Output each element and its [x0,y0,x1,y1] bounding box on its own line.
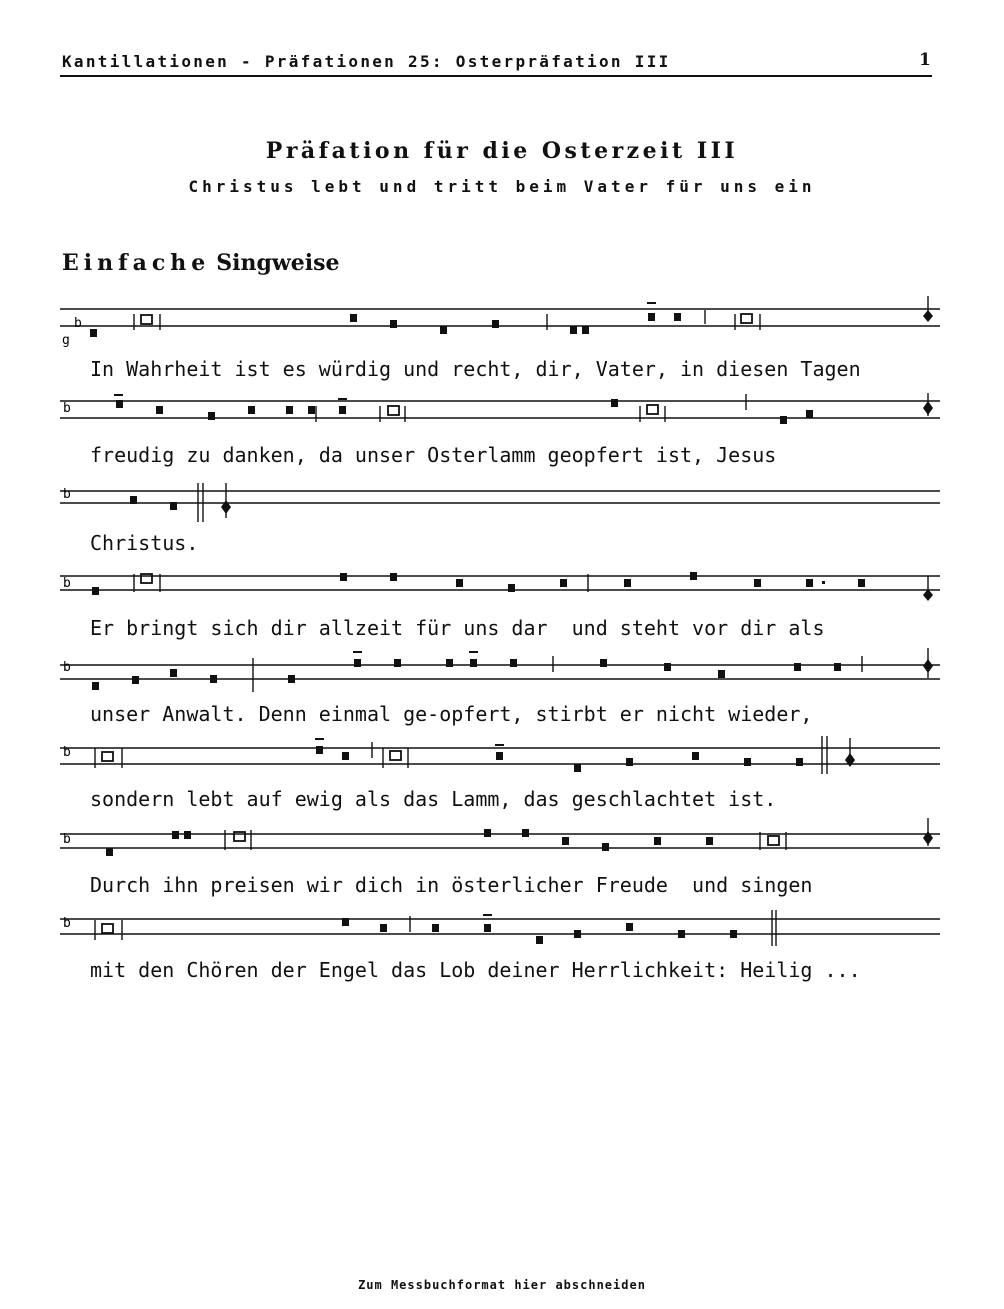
chant-staff-1 [60,296,940,348]
section-heading [62,250,340,276]
clef-flat-1: b [74,316,82,331]
lyric-line-6: sondern lebt auf ewig als das Lamm, das geschlachtet ist. [90,787,777,811]
clef-flat-3: b [63,487,71,502]
page-number: 1 [919,50,931,70]
chant-staff-3 [60,478,940,518]
clef-flat-4: b [63,576,71,591]
running-title: Kantillationen - Präfationen 25: Osterpräfation III [62,52,671,71]
section-heading-spaced: Einfache [62,250,211,276]
clef-flat-6: b [63,745,71,760]
lyric-line-8: mit den Chören der Engel das Lob deiner Herrlichkeit: Heilig ... [90,958,861,982]
clef-letter: g [62,333,70,348]
header-rule [60,75,932,77]
page-title: Präfation für die Osterzeit III [265,138,739,164]
chant-staff-4 [60,560,940,600]
lyric-line-7: Durch ihn preisen wir dich in österlicher Freude und singen [90,873,813,897]
chant-staff-8 [60,906,940,946]
lyric-line-1: In Wahrheit ist es würdig und recht, dir, Vater, in diesen Tagen [90,357,861,381]
clef-flat-5: b [63,660,71,675]
chant-staff-2 [60,388,940,428]
lyric-line-3: Christus. [90,531,199,555]
clef-flat-8: b [63,916,71,931]
lyric-line-4: Er bringt sich dir allzeit für uns dar und steht vor dir als [90,616,825,640]
page-subtitle: Christus lebt und tritt beim Vater für uns ein [188,177,816,196]
chant-staff-5 [60,648,940,688]
clef-flat-7: b [63,832,71,847]
cut-line-note: Zum Messbuchformat hier abschneiden [358,1278,646,1292]
chant-staff-6 [60,734,940,774]
section-heading-rest: Singweise [216,250,340,276]
clef-flat-2: b [63,401,71,416]
chant-staff-7 [60,818,940,858]
lyric-line-5: unser Anwalt. Denn einmal ge-opfert, stirbt er nicht wieder, [90,702,813,726]
lyric-line-2: freudig zu danken, da unser Osterlamm geopfert ist, Jesus [90,443,777,467]
